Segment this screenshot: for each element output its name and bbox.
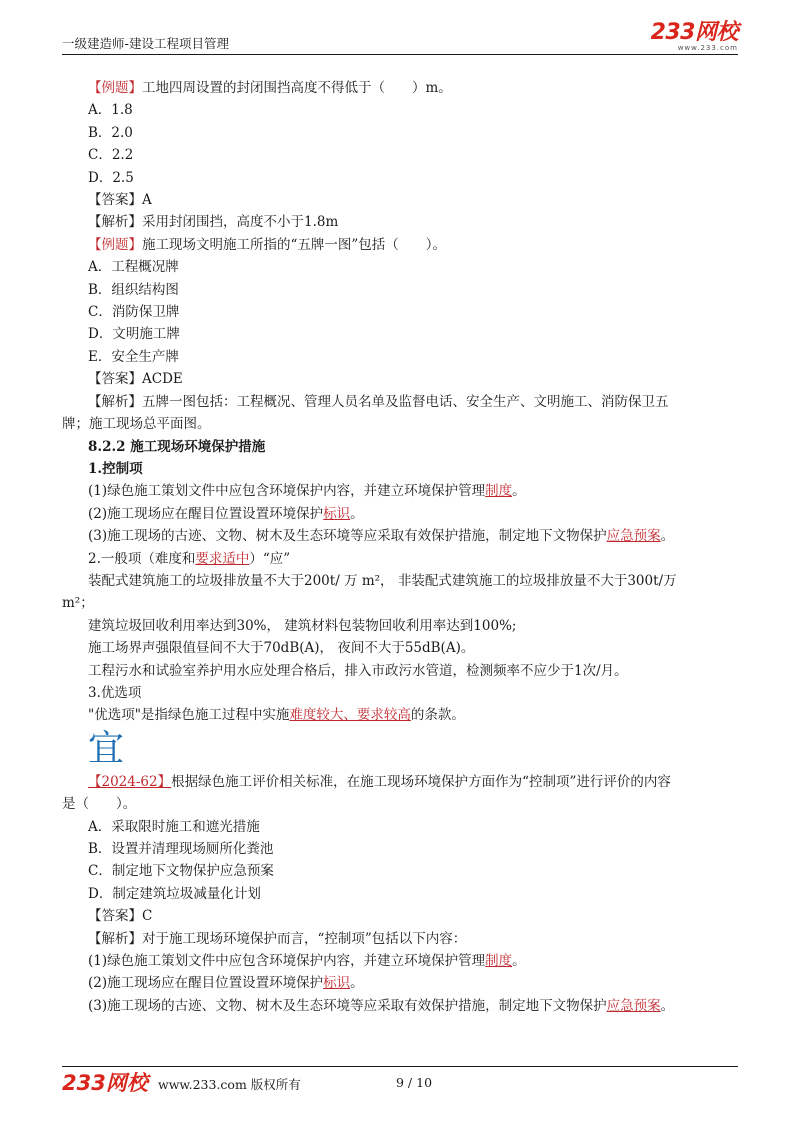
q2-option-e: E．安全生产牌 [88,348,179,365]
q3-item-3-text: (3)施工现场的古迹、文物、树木及生态环境等应采取有效保护措施，制定地下文物保护 [88,997,607,1014]
document-title: 一级建造师-建设工程项目管理 [62,36,230,51]
brand-logo [651,22,738,53]
q2-stem [62,234,738,256]
optional-pre: "优选项"是指绿色施工过程中实施 [88,707,290,724]
q3-option-a: A．采取限时施工和遮光措施 [88,818,260,835]
control-item-3 [62,525,738,547]
q3-tag: 【2024-62】 [88,773,172,790]
optional-definition [62,704,738,726]
q2-analysis-tag: 【解析】 [88,393,142,410]
control-item-2-text: (2)施工现场应在醒目位置设置环境保护 [88,505,324,522]
control-item-3-end: 。 [660,528,675,545]
general-line-1: 装配式建筑施工的垃圾排放量不大于200t/ 万 m²， 非装配式建筑施工的垃圾排放量不大于300t/万 [88,572,677,589]
control-item-1-text: (1)绿色施工策划文件中应包含环境保护内容，并建立环境保护管理 [88,483,486,500]
q1-stem-text: 工地四周设置的封闭围挡高度不得低于（ ）m。 [142,80,452,96]
control-item-2-key: 标识 [323,505,351,522]
page-header [62,22,738,52]
q2-tag: 【例题】 [88,236,142,253]
q3-item-2 [62,972,738,994]
q1-answer [62,189,738,211]
q2-answer-value: ACDE [142,371,183,388]
control-title: 1.控制项 [88,460,143,477]
q1-analysis-tag: 【解析】 [88,214,142,231]
q3-answer-tag: 【答案】 [88,908,142,925]
q3-item-2-end: 。 [350,975,364,992]
general-title [62,548,738,570]
q3-analysis-text: 对于施工现场环境保护而言，“控制项”包括以下内容： [142,930,467,947]
section-heading: 8.2.2 施工现场环境保护措施 [88,438,266,455]
general-line-2: m²； [62,595,94,612]
q2-option-b: B．组织结构图 [88,281,179,298]
control-item-1-key: 制度 [485,483,513,500]
q3-item-3-end: 。 [660,997,675,1014]
general-title-post: ）“应” [249,550,291,567]
control-item-2-end: 。 [350,505,364,522]
control-item-2 [62,503,738,525]
q2-option-a: A．工程概况牌 [88,259,179,276]
q3-stem-cont: 是（ ）。 [62,796,137,813]
control-item-1 [62,480,738,502]
q1-option-b: B．2.0 [88,124,133,141]
q1-option-d: D．2.5 [88,169,134,186]
header-divider [62,54,738,55]
general-title-pre: 2.一般项（难度和 [88,550,196,567]
q3-answer-value: C [142,908,153,925]
page-number: 9 / 10 [396,1075,433,1090]
page-content [62,77,738,1017]
q2-answer-tag: 【答案】 [88,371,142,388]
q2-analysis [62,391,738,413]
q3-item-3 [62,995,738,1017]
page-footer [62,1071,738,1095]
general-line-5: 工程污水和试验室养护用水应处理合格后，排入市政污水管道，检测频率不应少于1次/月。 [88,662,628,679]
q1-stem [62,77,738,99]
q2-stem-text: 施工现场文明施工所指的“五牌一图”包括（ ）。 [142,236,447,253]
q2-option-d: D．文明施工牌 [88,326,180,343]
footer-logo: 233网校 [62,1071,148,1095]
general-title-key: 要求适中 [195,550,250,567]
q1-answer-tag: 【答案】 [88,192,142,209]
q3-stem-text-1: 根据绿色施工评价相关标准，在施工现场环境保护方面作为“控制项”进行评价的内容 [171,773,671,790]
q3-item-1-end: 。 [512,953,526,970]
q1-answer-value: A [142,192,152,209]
q1-analysis [62,211,738,233]
q3-item-2-key: 标识 [323,975,351,992]
q3-option-b: B．设置并清理现场厕所化粪池 [88,841,274,857]
q3-option-d: D．制定建筑垃圾减量化计划 [88,885,261,902]
q2-analysis-text-1: 五牌一图包括：工程概况、管理人员名单及监督电话、安全生产、文明施工、消防保卫五 [142,393,669,410]
q3-stem [62,771,738,793]
q3-item-3-key: 应急预案 [606,997,661,1014]
q1-tag: 【例题】 [88,80,142,96]
general-line-3: 建筑垃圾回收利用率达到30%， 建筑材料包装物回收利用率达到100%; [88,617,517,634]
optional-key: 难度较大、要求较高 [289,707,411,724]
q3-item-1-key: 制度 [485,953,513,970]
q2-analysis-cont: 牌；施工现场总平面图。 [62,416,211,433]
q1-option-a: A．1.8 [88,102,133,119]
q1-option-c: C．2.2 [88,147,134,164]
control-item-1-end: 。 [512,483,526,500]
control-item-3-text: (3)施工现场的古迹、文物、树木及生态环境等应采取有效保护措施，制定地下文物保护 [88,528,607,545]
q3-answer [62,905,738,927]
q2-option-c: C．消防保卫牌 [88,304,180,321]
q2-answer [62,368,738,390]
q3-item-2-text: (2)施工现场应在醒目位置设置环境保护 [88,975,324,992]
q3-analysis-tag: 【解析】 [88,930,142,947]
q1-analysis-text: 采用封闭围挡，高度不小于1.8m [142,214,339,231]
footer-copyright: www.233.com 版权所有 [158,1077,301,1092]
logo-url: www.233.com [677,44,738,52]
logo-text: 233网校 [650,20,738,45]
optional-title: 3.优选项 [88,684,142,701]
general-line-4: 施工场界声强限值昼间不大于70dB(A)， 夜间不大于55dB(A)。 [88,640,475,657]
q3-option-c: C．制定地下文物保护应急预案 [88,863,274,880]
q3-item-1 [62,950,738,972]
q3-item-1-text: (1)绿色施工策划文件中应包含环境保护内容，并建立环境保护管理 [88,953,486,970]
optional-post: 的条款。 [410,707,465,724]
control-item-3-key: 应急预案 [606,528,661,545]
big-character: 宜 [88,727,125,769]
footer-divider [62,1066,738,1067]
q3-analysis [62,928,738,950]
